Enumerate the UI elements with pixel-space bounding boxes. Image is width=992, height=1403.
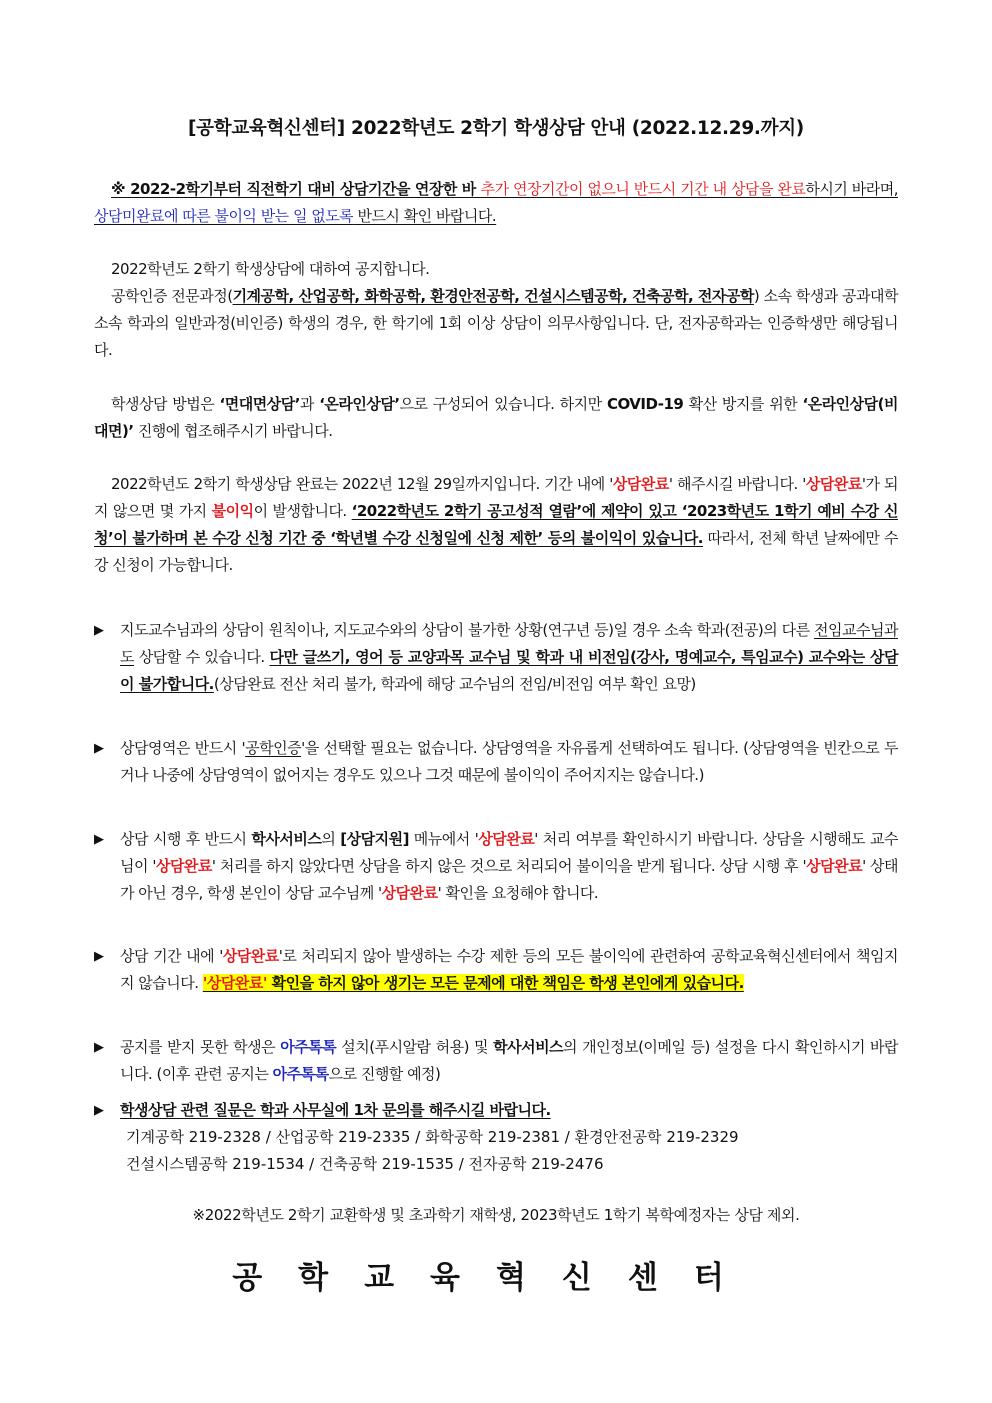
- deadline-complete-2: 상담완료: [805, 475, 862, 493]
- bullet-arrow-icon: ▶: [94, 1040, 104, 1055]
- method-text-a: 학생상담 방법은: [111, 395, 220, 413]
- b3-text-k: ' 상태가 아닌 경우, 학생 본인이 상담 교수님께 ': [120, 857, 899, 902]
- bullet-inquiry: [94, 1097, 898, 1124]
- bullet-advisor-text: [120, 617, 898, 698]
- notice-text-5: 반드시 확인 바랍니다.: [353, 207, 497, 225]
- b4-text-a: 상담 기간 내에 ': [120, 947, 223, 965]
- bullet-inquiry-text: [120, 1097, 898, 1124]
- bullet-app-text: [120, 1034, 898, 1088]
- b3-academic-service: 학사서비스: [251, 830, 322, 848]
- bullet-responsibility: [94, 943, 898, 997]
- b5-text-c: 설치(푸시알람 허용) 및: [336, 1038, 494, 1056]
- b5-text-e: 의 개인정보(이메일 등) 설정을 다시 확인하시기 바랍니다. (이후 관련 공지는: [120, 1038, 898, 1083]
- deadline-text-c: ' 해주시길 바랍니다. ': [668, 475, 806, 493]
- deadline-text-i: 따라서, 전체 학년 날짜에만 수강 신청이 가능합니다.: [94, 529, 898, 574]
- b5-text-a: 공지를 받지 못한 학생은: [120, 1038, 281, 1056]
- b3-text-c: 의: [321, 830, 341, 848]
- notice-text-1: ※ 2022-2학기부터 직전학기 대비 상담기간을 연장한 바: [111, 180, 481, 198]
- b3-counsel-menu: [상담지원]: [340, 830, 409, 848]
- notice-text-blue: 상담미완료에 따른 불이익 받는 일 없도록: [94, 207, 354, 225]
- b3-text-m: ' 확인을 요청해야 합니다.: [437, 884, 599, 902]
- deadline-complete-1: 상담완료: [612, 475, 669, 493]
- b3-text-i: ' 처리를 하지 않았다면 상담을 하지 않은 것으로 처리되어 불이익을 받게 됩니다. 상담 시행 후 ': [211, 857, 807, 875]
- b3-text-e: 메뉴에서 ': [408, 830, 479, 848]
- intro-dept-list: 기계공학, 산업공학, 화학공학, 환경안전공학, 건설시스템공학, 건축공학, 전자공학: [232, 287, 754, 305]
- method-covid: COVID-19: [606, 395, 684, 413]
- bullet-arrow-icon: ▶: [94, 623, 104, 638]
- b5-ajoutoktok-2: 아주톡톡: [272, 1065, 329, 1083]
- b3-complete-2: 상담완료: [155, 857, 212, 875]
- bullet-arrow-icon: ▶: [94, 832, 104, 847]
- b4-highlight: [203, 974, 744, 992]
- b2-accreditation: 공학인증: [245, 739, 302, 757]
- b3-text-g: ' 처리 여부를 확인하시기 바랍니다. 상담을 시행해도 교수님이 ': [120, 830, 899, 875]
- issuer-signature: 공학교육혁신센터: [232, 1260, 760, 1296]
- method-online-noncontact: ‘온라인상담(비대면)’: [94, 395, 898, 440]
- method-paragraph: [94, 391, 898, 445]
- b5-text-g: 으로 진행할 예정): [328, 1065, 441, 1083]
- method-text-c: 과: [299, 395, 320, 413]
- b1-text-a: 지도교수님과의 상담이 원칙이나, 지도교수와의 상담이 불가한 상황(연구년 등)일 경우 소속 학과(전공)의 다른: [120, 621, 815, 639]
- intro-line: 2022학년도 2학기 학생상담에 대하여 공지합니다.: [111, 260, 430, 278]
- b1-fulltime-professors: 전임교수님과도: [120, 621, 898, 666]
- bullet-confirm: [94, 826, 898, 907]
- document-title: [공학교육혁신센터] 2022학년도 2학기 학생상담 안내 (2022.12.29.까지): [188, 118, 804, 139]
- bullet-arrow-icon: ▶: [94, 1103, 104, 1118]
- deadline-paragraph: [94, 471, 898, 579]
- b3-complete-3: 상담완료: [806, 857, 863, 875]
- b1-text-e: (상담완료 전산 처리 불가, 학과에 해당 교수님의 전임/비전임 여부 확인 요망): [213, 675, 696, 693]
- method-text-i: 진행에 협조해주시기 바랍니다.: [133, 422, 333, 440]
- b6-text: 학생상담 관련 질문은 학과 사무실에 1차 문의를 해주시길 바랍니다.: [120, 1101, 551, 1119]
- bullet-arrow-icon: ▶: [94, 949, 104, 964]
- bullet-advisor: [94, 617, 898, 698]
- deadline-text-e: '가 되지 않으면 몇 가지: [94, 475, 899, 520]
- b1-text-c: 상담할 수 있습니다.: [134, 648, 270, 666]
- b2-text-a: 상담영역은 반드시 ': [120, 739, 246, 757]
- deadline-disadvantage: 불이익: [211, 502, 254, 520]
- contact-line-1: 기계공학 219-2328 / 산업공학 219-2335 / 화학공학 219-2381 / 환경안전공학 219-2329: [126, 1128, 739, 1146]
- bullet-confirm-text: [120, 826, 898, 907]
- method-online: ‘온라인상담’: [319, 395, 400, 413]
- b4-responsibility-text: 확인을 하지 않아 생기는 모든 문제에 대한 책임은 학생 본인에게 있습니다.: [266, 974, 744, 992]
- deadline-text-a: 2022학년도 2학기 학생상담 완료는 2022년 12월 29일까지입니다. 기간 내에 ': [111, 475, 613, 493]
- bullet-area-text: [120, 735, 898, 789]
- b4-complete: 상담완료: [222, 947, 279, 965]
- notice-text-red: 추가 연장기간이 없으니 반드시 기간 내 상담을 완료: [480, 180, 806, 198]
- b5-ajoutoktok-1: 아주톡톡: [280, 1038, 337, 1056]
- deadline-restrictions: ‘2022학년도 2학기 공고성적 열람’에 제약이 있고 ‘2023학년도 1학기 예비 수강 신청’이 불가하며 본 수강 신청 기간 중 ‘학년별 수강 신청일에 신청 제한’ 등의 불이익이 있습니다.: [94, 502, 898, 547]
- b4-text-c: '로 처리되지 않아 발생하는 수강 제한 등의 모든 불이익에 관련하여 공학교육혁신센터에서 책임지지 않습니다.: [120, 947, 898, 992]
- b2-text-c: '을 선택할 필요는 없습니다. 상담영역을 자유롭게 선택하여도 됩니다. (상담영역을 빈칸으로 두거나 나중에 상담영역이 없어지는 경우도 있으나 그것 때문에 불이익이 주어지지는 않습니다.): [120, 739, 898, 784]
- b4-complete-highlight: '상담완료': [202, 974, 267, 992]
- notice-text-3: 하시기 바라며,: [805, 180, 898, 198]
- method-face-to-face: ‘면대면상담’: [219, 395, 300, 413]
- notice-underlined: [94, 180, 898, 225]
- b3-complete-1: 상담완료: [478, 830, 535, 848]
- bullet-app: [94, 1034, 898, 1088]
- exclusion-footnote: ※2022학년도 2학기 교환학생 및 초과학기 재학생, 2023학년도 1학기 복학예정자는 상담 제외.: [192, 1206, 800, 1224]
- b3-complete-4: 상담완료: [381, 884, 438, 902]
- intro-paragraph: [94, 283, 898, 364]
- intro-text-b: ) 소속 학생과 공과대학 소속 학과의 일반과정(비인증) 학생의 경우, 한 학기에 1회 이상 상담이 의무사항입니다. 단, 전자공학과는 인증학생만 해당됩니다.: [94, 287, 898, 359]
- deadline-text-g: 이 발생합니다.: [253, 502, 352, 520]
- bullet-area: [94, 735, 898, 789]
- intro-text-a: 공학인증 전문과정(: [111, 287, 233, 305]
- b5-academic-service: 학사서비스: [493, 1038, 564, 1056]
- method-text-g: 확산 방지를 위한: [683, 395, 803, 413]
- method-text-e: 으로 구성되어 있습니다. 하지만: [399, 395, 607, 413]
- b3-text-a: 상담 시행 후 반드시: [120, 830, 252, 848]
- contact-line-2: 건설시스템공학 219-1534 / 건축공학 219-1535 / 전자공학 219-2476: [126, 1155, 604, 1173]
- bullet-responsibility-text: [120, 943, 898, 997]
- b1-restriction: 다만 글쓰기, 영어 등 교양과목 교수님 및 학과 내 비전임(강사, 명예교수, 특임교수) 교수와는 상담이 불가합니다.: [120, 648, 898, 693]
- extension-notice: [94, 176, 898, 230]
- bullet-arrow-icon: ▶: [94, 741, 104, 756]
